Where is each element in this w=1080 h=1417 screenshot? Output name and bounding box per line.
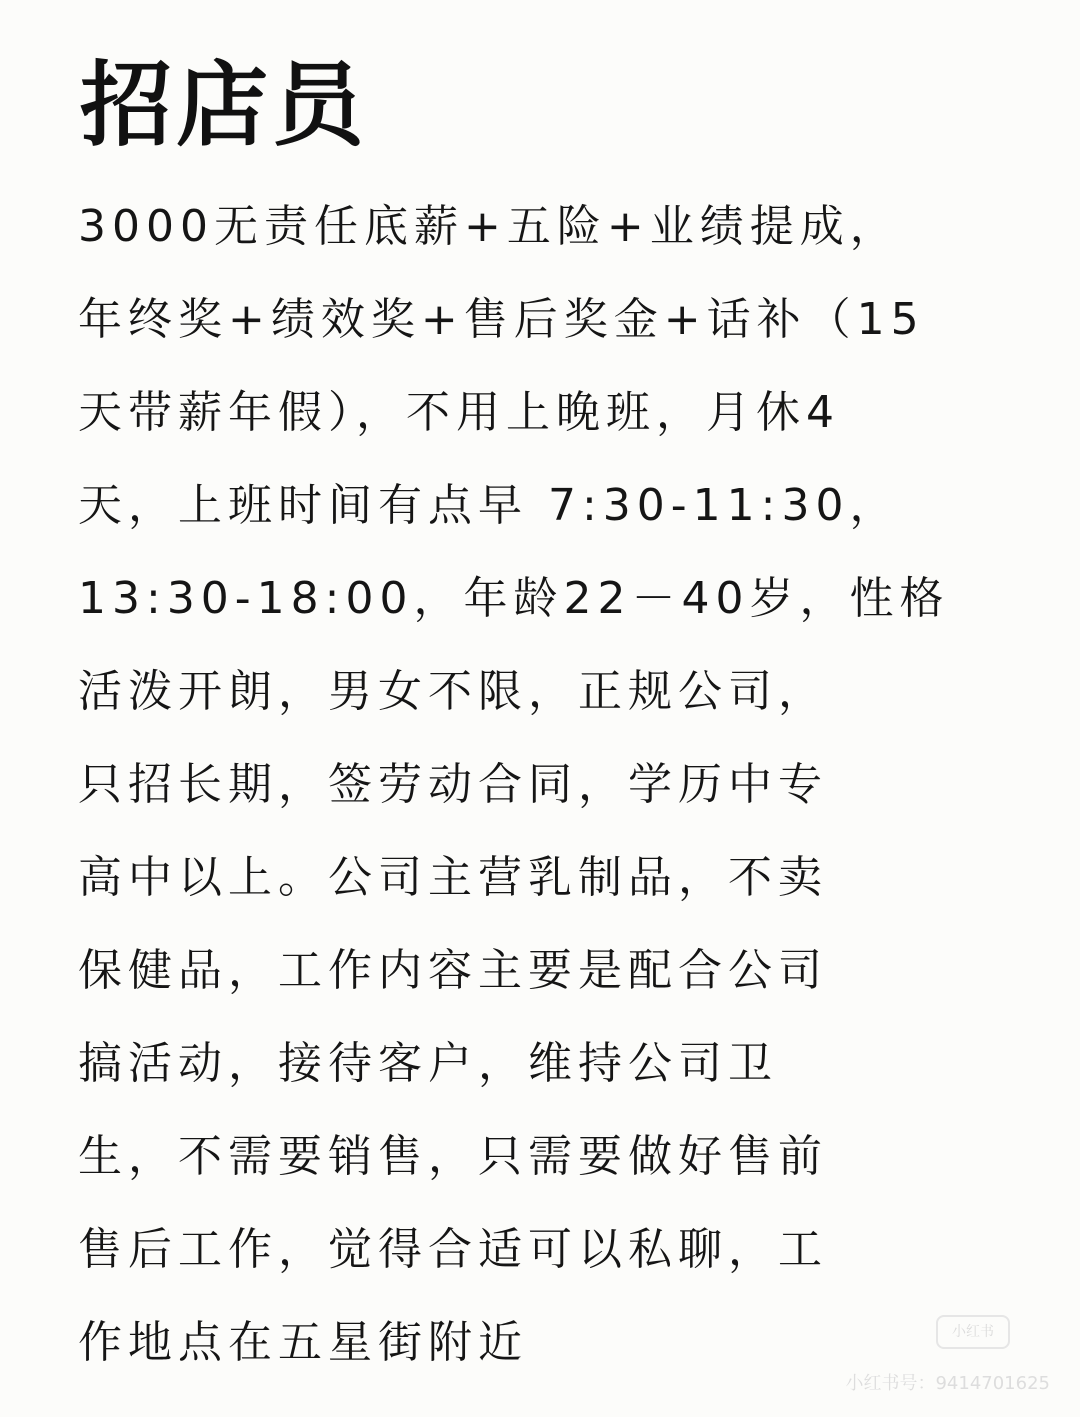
body-line: 天带薪年假），不用上晚班，月休4: [78, 387, 840, 438]
body-line: 13:30-18:00，年龄22－40岁，性格: [78, 573, 950, 624]
body-line: 天，上班时间有点早 7:30-11:30，: [78, 480, 900, 531]
body-line: 3000无责任底薪+五险+业绩提成，: [78, 201, 900, 252]
body-line: 搞活动，接待客户，维持公司卫: [78, 1038, 778, 1089]
body-line: 保健品，工作内容主要是配合公司: [78, 945, 828, 996]
body-line: 生，不需要销售，只需要做好售前: [78, 1131, 828, 1182]
body-line: 高中以上。公司主营乳制品，不卖: [78, 852, 828, 903]
watermark-logo: 小红书: [936, 1315, 1010, 1349]
body-line: 作地点在五星街附近: [78, 1317, 528, 1368]
post-title: 招店员: [80, 51, 369, 159]
body-line: 只招长期，签劳动合同，学历中专: [78, 759, 828, 810]
post-body: [78, 180, 1018, 1389]
platform-watermark: [790, 1315, 1050, 1395]
body-line: 售后工作，觉得合适可以私聊，工: [78, 1224, 828, 1275]
body-line: 年终奖+绩效奖+售后奖金+话补（15: [78, 294, 925, 345]
watermark-id: 小红书号：9414701625: [845, 1373, 1050, 1394]
body-line: 活泼开朗，男女不限，正规公司，: [78, 666, 828, 717]
